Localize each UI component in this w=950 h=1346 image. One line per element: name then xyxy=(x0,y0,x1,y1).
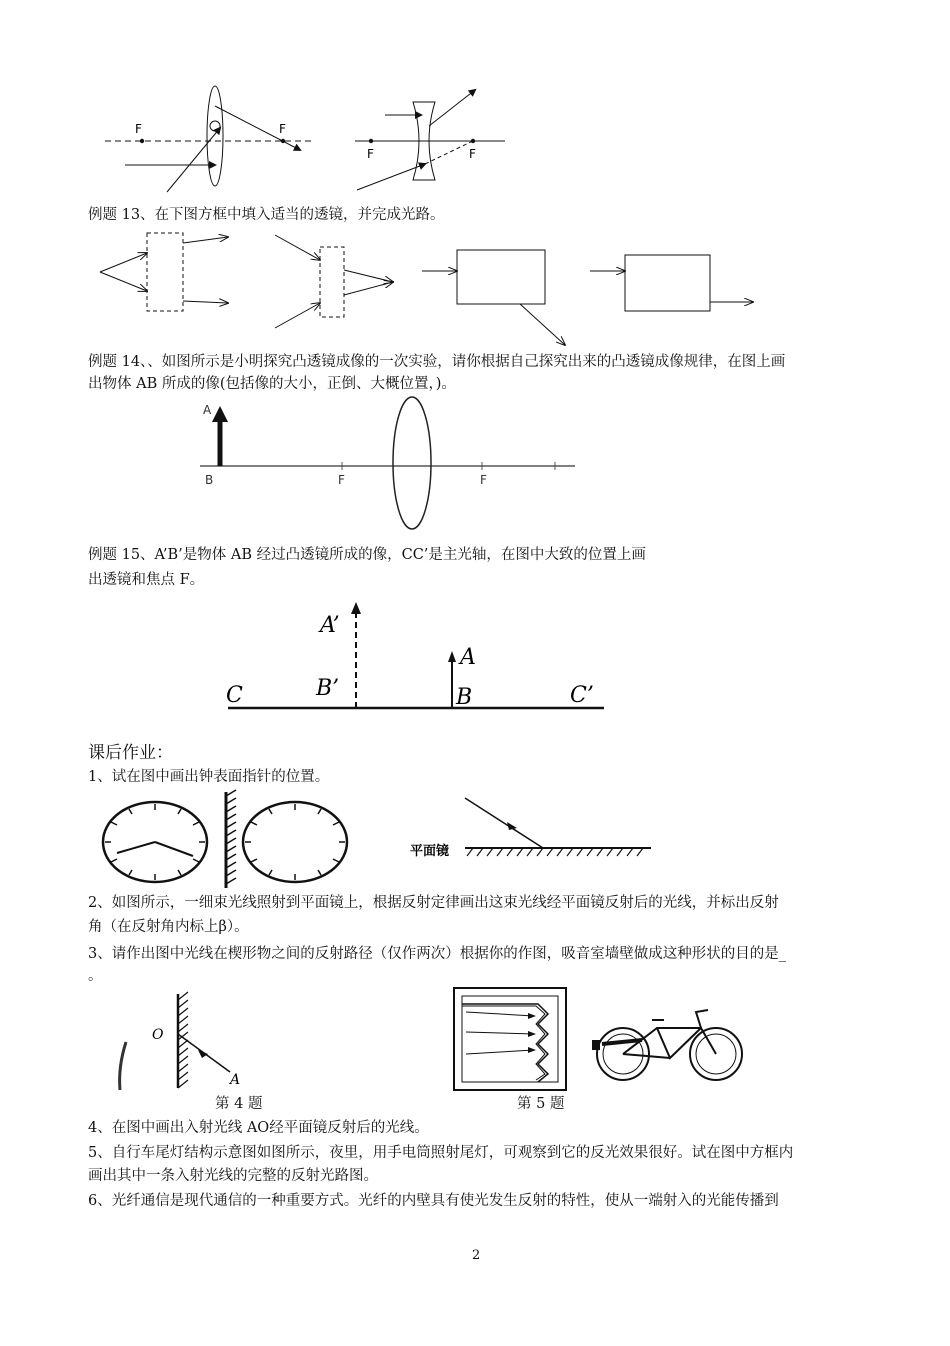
label-c-prime: C’ xyxy=(570,683,594,708)
homework-4-text: 4、在图中画出入射光线 AO经平面镜反射后的光线。 xyxy=(88,1120,429,1136)
solid-box-2 xyxy=(625,255,710,311)
dashed-box-2 xyxy=(320,247,344,317)
lens-diagrams-top xyxy=(95,80,515,195)
bicycle-icon xyxy=(597,1010,742,1080)
page-number: 2 xyxy=(472,1248,481,1263)
example-15-image-figure xyxy=(220,598,610,713)
example-13-diagrams xyxy=(95,225,765,350)
homework-1-text: 1、试在图中画出钟表面指针的位置。 xyxy=(88,769,330,785)
homework-6-text: 6、光纤通信是现代通信的一种重要方式。光纤的内壁具有使光发生反射的特性，使从一端射入的光能传播到 xyxy=(88,1193,779,1209)
clock-mirror-figure xyxy=(95,790,655,890)
object-arrow xyxy=(212,406,228,422)
example-15-text-1: 例题 15、A’B’是物体 AB 经过凸透镜所成的像，CC’是主光轴，在图中大致的位置上画 xyxy=(88,547,646,563)
focus-label: F xyxy=(279,122,286,136)
figure-5-caption: 第 5 题 xyxy=(517,1096,565,1112)
label-a: A xyxy=(203,403,212,417)
convex-lens xyxy=(393,397,431,529)
homework-3-text-2: 。 xyxy=(88,968,103,984)
tail-light-icon xyxy=(592,1040,600,1050)
label-a: A xyxy=(460,645,476,670)
focus-label: F xyxy=(135,122,142,136)
example-15-text-2: 出透镜和焦点 F。 xyxy=(88,572,205,588)
clock-hand xyxy=(117,842,155,853)
label-c: C xyxy=(226,683,243,708)
focus-label: F xyxy=(480,473,487,487)
label-b: B xyxy=(456,685,473,710)
solid-box-1 xyxy=(457,250,545,304)
example-13-text: 例题 13、在下图方框中填入适当的透镜，并完成光路。 xyxy=(88,207,445,223)
incident-ray xyxy=(465,798,543,848)
focus-label: F xyxy=(469,147,476,161)
label-a-prime: A’ xyxy=(320,613,340,638)
homework-5-text-1: 5、自行车尾灯结构示意图如图所示，夜里，用手电筒照射尾灯，可观察到它的反光效果很好。试在图中方框内 xyxy=(88,1145,794,1161)
example-14-text-2: 出物体 AB 所成的像(包括像的大小，正倒、大概位置，)。 xyxy=(88,376,456,392)
convex-lens-1 xyxy=(207,86,223,186)
homework-5-text-2: 画出其中一条入射光线的完整的反射光路图。 xyxy=(88,1168,378,1184)
figure-4-mirror-ray xyxy=(110,992,250,1092)
homework-2-text-1: 2、如图所示，一细束光线照射到平面镜上，根据反射定律画出这束光线经平面镜反射后的光线，并标出反射 xyxy=(88,895,779,911)
example-14-convex-lens-figure xyxy=(200,398,580,533)
homework-title: 课后作业： xyxy=(88,743,173,763)
label-b: B xyxy=(205,473,214,487)
example-14-text-1: 例题 14、、如图所示是小明探究凸透镜成像的一次实验，请你根据自己探究出来的凸透镜成像规律，在图上画 xyxy=(88,354,786,370)
homework-2-text-2: 角（在反射角内标上β）。 xyxy=(88,919,249,935)
label-a: A xyxy=(230,1072,241,1088)
mirror-label: 平面镜 xyxy=(410,844,450,859)
dashed-box-1 xyxy=(147,233,183,311)
label-o: O xyxy=(152,1027,164,1043)
figure-4-caption: 第 4 题 xyxy=(215,1096,263,1112)
homework-3-text-1: 3、请作出图中光线在楔形物之间的反射路径（仅作两次）根据你的作图，吸音室墙壁做成这种形状的目的是_ xyxy=(88,946,786,962)
figure-5-tail-light xyxy=(452,984,752,1092)
focus-label: F xyxy=(367,147,374,161)
clock-hand xyxy=(155,842,193,856)
focus-label: F xyxy=(338,473,345,487)
clock-face-right xyxy=(243,802,347,882)
label-b-prime: B’ xyxy=(316,676,340,701)
